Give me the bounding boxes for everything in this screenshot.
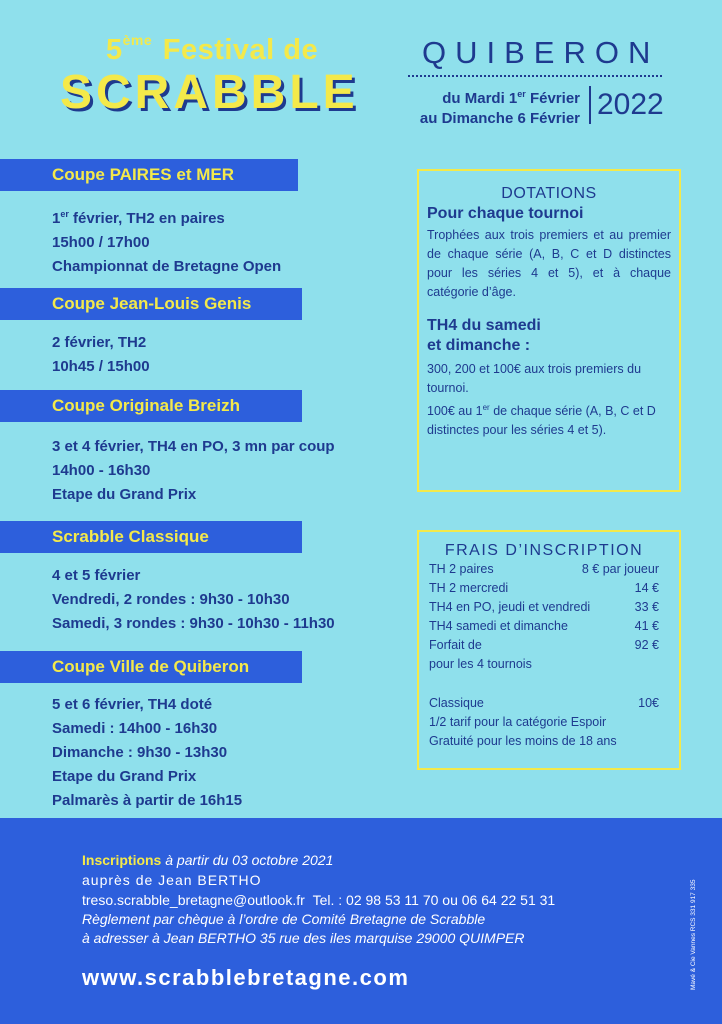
frais-label: TH4 en PO, jeudi et vendredi (429, 600, 591, 614)
section-body-originale-breizh (52, 435, 335, 507)
section-line: 3 et 4 février, TH4 en PO, 3 mn par coup (52, 438, 335, 455)
section-line (52, 202, 281, 231)
dotations-text-1: Trophées aux trois premiers et au premier de chaque série (A, B, C et D distinctes pour les séries 4 et 5), et à chaque catégorie d’âge. (427, 228, 671, 299)
date-start (390, 84, 580, 109)
footer-telephone: Tel. : 02 98 53 11 70 ou 06 64 22 51 31 (312, 892, 556, 908)
festival-label: Festival de (162, 34, 319, 66)
section-line-part: 1 (52, 210, 61, 227)
section-line: 5 et 6 février, TH4 doté (52, 696, 213, 713)
section-line: Etape du Grand Prix (52, 486, 197, 503)
section-header-scrabble-classique: Scrabble Classique (0, 521, 302, 553)
frais-label: TH 2 paires (429, 562, 494, 576)
festival-ordinal-sup: ème (122, 32, 153, 48)
section-line: 14h00 - 16h30 (52, 462, 151, 479)
footer-website-link[interactable]: www.scrabblebretagne.com (82, 965, 410, 990)
footer-aupres: auprès de Jean BERTHO (82, 872, 262, 888)
frais-row (429, 617, 659, 636)
frais-price: 33 € (634, 600, 659, 614)
festival-ordinal: 5 (106, 34, 123, 66)
section-line: 15h00 / 17h00 (52, 234, 150, 251)
dotations-subtitle-1: Pour chaque tournoi (427, 205, 584, 222)
section-body-scrabble-classique (52, 564, 335, 636)
frais-row-classique (429, 694, 659, 713)
section-body-ville-quiberon (52, 693, 242, 813)
section-line: Samedi : 14h00 - 16h30 (52, 720, 218, 737)
dotations-text-3-sup: er (482, 403, 490, 412)
frais-price: 8 € par joueur (581, 562, 659, 576)
dotations-subtitle-2a: TH4 du samedi (427, 317, 541, 334)
frais-row (429, 560, 659, 579)
frais-row (429, 636, 659, 655)
section-line: 4 et 5 février (52, 567, 141, 584)
frais-label: pour les 4 tournois (429, 657, 532, 671)
date-start-sup: er (517, 89, 526, 99)
footer-contact (82, 892, 555, 908)
frais-price: 10€ (638, 696, 659, 710)
festival-subtitle (106, 32, 318, 67)
dotations-text-3-part: 100€ au 1 (427, 404, 483, 419)
section-line: Samedi, 3 rondes : 9h30 - 10h30 - 11h30 (52, 615, 335, 632)
frais-label: TH4 samedi et dimanche (429, 619, 568, 633)
frais-espoir (429, 713, 659, 732)
footer-email[interactable]: treso.scrabble_bretagne@outlook.fr (82, 892, 305, 908)
section-header-paires-mer: Coupe PAIRES et MER (0, 159, 298, 191)
footer-adresse: à adresser à Jean BERTHO 35 rue des iles marquise 29000 QUIMPER (82, 930, 525, 946)
footer-inscriptions-label: Inscriptions (82, 852, 162, 868)
section-line: Vendredi, 2 rondes : 9h30 - 10h30 (52, 591, 290, 608)
section-line: 2 février, TH2 (52, 334, 147, 351)
frais-row (429, 598, 659, 617)
dotations-content (427, 185, 671, 440)
section-header-originale-breizh: Coupe Originale Breizh (0, 390, 302, 422)
frais-row (429, 579, 659, 598)
section-line: Palmarès à partir de 16h15 (52, 792, 243, 809)
date-end: au Dimanche 6 Février (419, 110, 580, 127)
frais-label: Forfait de (429, 638, 482, 652)
city-name: QUIBERON (422, 35, 660, 70)
footer-inscriptions (82, 852, 333, 868)
frais-title: FRAIS D’INSCRIPTION (444, 542, 644, 559)
section-line: 10h45 / 15h00 (52, 358, 150, 375)
frais-box (417, 530, 681, 770)
frais-label: TH 2 mercredi (429, 581, 509, 595)
date-start-text: du Mardi 1 (442, 90, 518, 107)
frais-forfait-note (429, 655, 659, 674)
dotations-subtitle-2b: et dimanche : (427, 337, 531, 354)
footer-inscriptions-date: à partir du 03 octobre 2021 (161, 852, 334, 868)
footer-reglement: Règlement par chèque à l’ordre de Comité Bretagne de Scrabble (82, 911, 486, 927)
frais-price: 14 € (634, 581, 659, 595)
city-divider (408, 75, 662, 77)
printer-credit (690, 880, 702, 990)
section-body-jean-louis-genis (52, 331, 150, 379)
date-range (390, 84, 580, 129)
dotations-text-2: 300, 200 et 100€ aux trois premiers du tournoi. (427, 362, 642, 395)
section-header-ville-quiberon: Coupe Ville de Quiberon (0, 651, 302, 683)
dotations-text-3-part: de chaque série (A, B, C et D distinctes pour les séries 4 et 5). (427, 404, 656, 438)
dotations-box (417, 169, 681, 492)
frais-content (429, 542, 659, 751)
page-title: SCRABBLE (60, 66, 359, 119)
year: 2022 (597, 88, 664, 121)
section-line: Dimanche : 9h30 - 13h30 (52, 744, 228, 761)
frais-price: 92 € (634, 638, 659, 652)
dotations-title: DOTATIONS (501, 185, 597, 202)
frais-label: 1/2 tarif pour la catégorie Espoir (429, 715, 607, 729)
frais-label: Gratuité pour les moins de 18 ans (429, 734, 617, 748)
section-line: Championnat de Bretagne Open (52, 258, 282, 275)
section-line: Etape du Grand Prix (52, 768, 197, 785)
year-separator (589, 86, 591, 124)
section-line-sup: er (60, 209, 69, 219)
section-body-paires-mer (52, 202, 281, 279)
frais-price: 41 € (634, 619, 659, 633)
frais-gratuit (429, 732, 659, 751)
section-line-part: février, TH2 en paires (68, 210, 225, 227)
dotations-text-3 (427, 398, 671, 440)
section-header-jean-louis-genis: Coupe Jean-Louis Genis (0, 288, 302, 320)
date-start-month: Février (525, 90, 580, 107)
printer-credit-text: Mavé & Cie Vannes RCS 331 917 335 (690, 879, 697, 990)
frais-label: Classique (429, 696, 484, 710)
